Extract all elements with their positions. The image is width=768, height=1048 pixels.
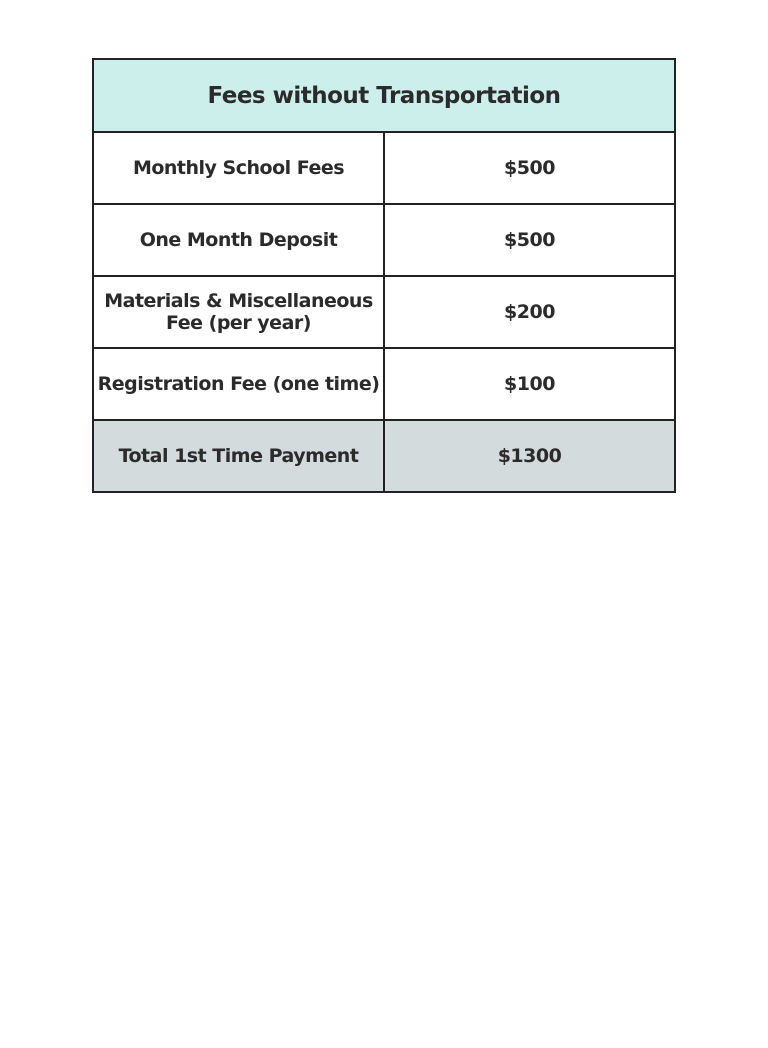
table-row <box>93 348 675 420</box>
table-row <box>93 204 675 276</box>
table-row <box>93 276 675 348</box>
fee-label: Registration Fee (one time) <box>93 348 384 420</box>
table-header-row <box>93 59 675 132</box>
table-row <box>93 132 675 204</box>
fee-amount: $500 <box>384 132 675 204</box>
fees-table <box>92 58 676 493</box>
fee-amount: $100 <box>384 348 675 420</box>
fee-label: Materials & Miscellaneous Fee (per year) <box>93 276 384 348</box>
total-row <box>93 420 675 492</box>
total-amount: $1300 <box>384 420 675 492</box>
fee-amount: $200 <box>384 276 675 348</box>
fee-label: Monthly School Fees <box>93 132 384 204</box>
total-label: Total 1st Time Payment <box>93 420 384 492</box>
fee-label: One Month Deposit <box>93 204 384 276</box>
table-title: Fees without Transportation <box>93 59 675 132</box>
fee-amount: $500 <box>384 204 675 276</box>
